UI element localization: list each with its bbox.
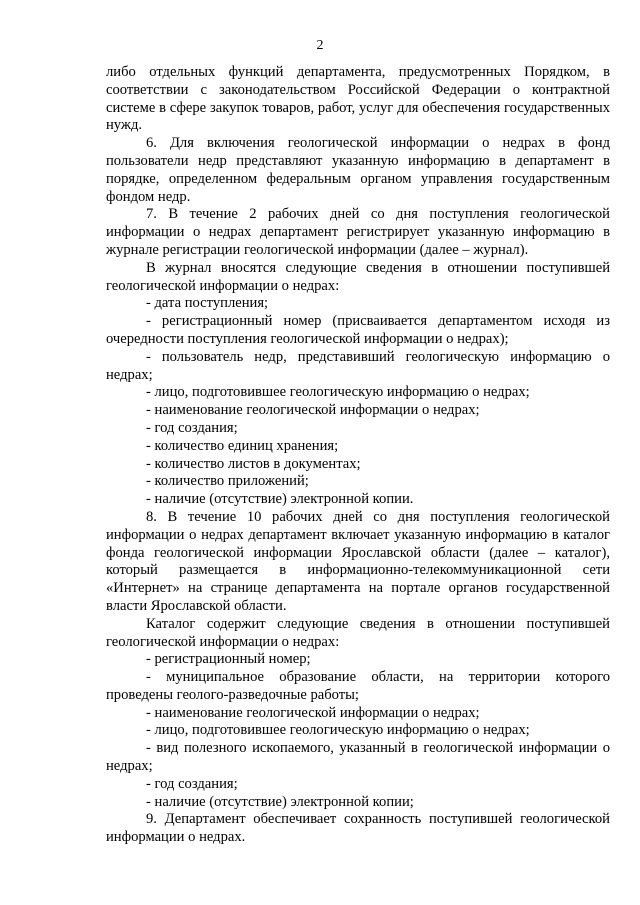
- list-item: - лицо, подготовившее геологическую информацию о недрах;: [146, 384, 530, 401]
- list-item: - количество приложений;: [146, 473, 309, 490]
- paragraph-continuation: либо отдельных функций департамента, предусмотренных Порядком, в соответствии с законодательством Российской Федерации о контрактной системе в сфере закупок товаров, работ, услуг для обеспечения государственных нужд.: [106, 64, 610, 134]
- list-item: - муниципальное образование области, на территории которого проведены геолого-разведочные работы;: [106, 669, 610, 703]
- document-body: [106, 64, 610, 847]
- list-item: - количество листов в документах;: [146, 455, 361, 472]
- paragraph-journal-intro: В журнал вносятся следующие сведения в отношении поступившей геологической информации о недрах:: [106, 259, 610, 294]
- list-item: - наличие (отсутствие) электронной копии;: [146, 793, 414, 810]
- list-item: - пользователь недр, представивший геологическую информацию о недрах;: [106, 348, 610, 383]
- list-item: - регистрационный номер;: [146, 651, 311, 668]
- list-item: - наименование геологической информации о недрах;: [146, 704, 480, 721]
- paragraph-clause-7: 7. В течение 2 рабочих дней со дня поступления геологической информации о недрах департамент регистрирует указанную информацию в журнале регистрации геологической информации (далее – журнал).: [106, 206, 610, 258]
- list-item: - вид полезного ископаемого, указанный в геологической информации о недрах;: [106, 740, 610, 775]
- list-item: - год создания;: [146, 775, 238, 792]
- page-number: 2: [316, 38, 324, 53]
- paragraph-catalog-intro: Каталог содержит следующие сведения в отношении поступившей геологической информации о недрах:: [106, 615, 610, 650]
- paragraph-clause-9: 9. Департамент обеспечивает сохранность поступившей геологической информации о недрах.: [106, 811, 610, 846]
- paragraph-clause-8: 8. В течение 10 рабочих дней со дня поступления геологической информации о недрах департамент включает указанную информацию в каталог фонда геологической информации Ярославской области (далее – каталог), который размещается в информационно-телекоммуникационной сети «Интернет» на странице департамента на портале органов государственной власти Ярославской области.: [106, 508, 610, 614]
- list-item: - количество единиц хранения;: [146, 437, 339, 454]
- list-item: - лицо, подготовившее геологическую информацию о недрах;: [146, 722, 530, 739]
- list-item: - дата поступления;: [146, 295, 269, 312]
- list-item: - год создания;: [146, 419, 238, 436]
- paragraph-clause-6: 6. Для включения геологической информации о недрах в фонд пользователи недр представляют указанную информацию в департамент в порядке, определенном федеральным органом управления государственным фондом недр.: [106, 135, 610, 205]
- list-item: - наименование геологической информации о недрах;: [146, 402, 480, 419]
- list-item: - регистрационный номер (присваивается департаментом исходя из очередности поступления геологической информации о недрах);: [106, 313, 610, 347]
- list-item: - наличие (отсутствие) электронной копии.: [146, 491, 414, 508]
